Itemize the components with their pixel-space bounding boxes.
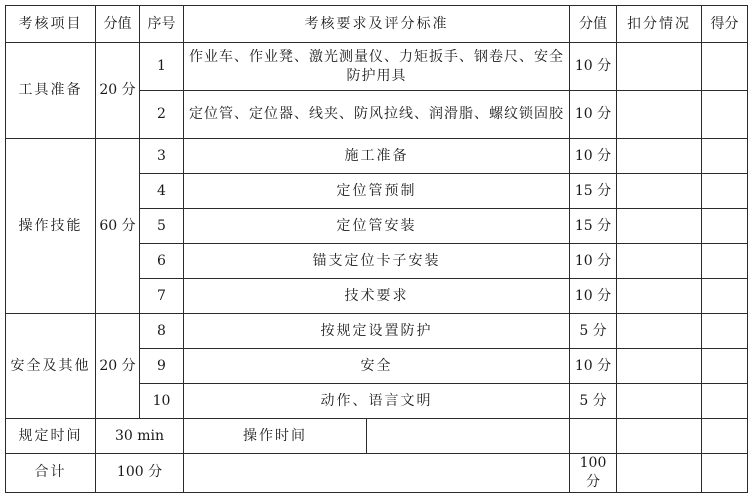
header-no: 序号 [140,6,184,43]
time-score-cell [570,419,617,454]
operation-time-label: 操作时间 [184,419,367,454]
requirement-cell: 定位管预制 [184,174,570,209]
no-cell: 5 [140,209,184,244]
category-cell: 操作技能 [6,139,96,314]
no-cell: 4 [140,174,184,209]
earned-cell [702,43,748,91]
total-row [6,454,748,493]
score-cell: 10 分 [570,139,617,174]
requirement-cell: 锚支定位卡子安装 [184,244,570,279]
points-cell: 20 分 [96,314,140,419]
header-row [6,6,748,43]
score-cell: 10 分 [570,279,617,314]
score-cell: 10 分 [570,91,617,139]
header-earned: 得分 [702,6,748,43]
header-category: 考核项目 [6,6,96,43]
total-label: 合计 [6,454,96,493]
requirement-cell: 作业车、作业凳、激光测量仪、力矩扳手、钢卷尺、安全防护用具 [184,43,570,91]
points-cell: 60 分 [96,139,140,314]
table-row [6,43,748,91]
time-value: 30 min [96,419,184,454]
earned-cell [702,174,748,209]
no-cell: 8 [140,314,184,349]
time-deduction-cell [617,419,702,454]
requirement-cell: 按规定设置防护 [184,314,570,349]
requirement-cell: 动作、语言文明 [184,384,570,419]
time-earned-cell [702,419,748,454]
no-cell: 9 [140,349,184,384]
deduction-cell [617,43,702,91]
points-cell: 20 分 [96,43,140,139]
no-cell: 6 [140,244,184,279]
requirement-cell: 技术要求 [184,279,570,314]
requirement-cell: 安全 [184,349,570,384]
header-requirement: 考核要求及评分标准 [184,6,570,43]
deduction-cell [617,244,702,279]
earned-cell [702,209,748,244]
no-cell: 2 [140,91,184,139]
header-points: 分值 [96,6,140,43]
deduction-cell [617,139,702,174]
earned-cell [702,279,748,314]
operation-time-value [367,419,570,454]
requirement-cell: 施工准备 [184,139,570,174]
earned-cell [702,384,748,419]
table-row [6,314,748,349]
earned-cell [702,349,748,384]
deduction-cell [617,91,702,139]
scoring-table [5,5,748,493]
score-cell: 15 分 [570,174,617,209]
category-cell: 安全及其他 [6,314,96,419]
total-requirement-cell [184,454,570,493]
total-earned-cell [702,454,748,493]
score-cell: 10 分 [570,244,617,279]
total-value: 100 分 [96,454,184,493]
earned-cell [702,244,748,279]
total-score: 100 分 [570,454,617,493]
score-cell: 5 分 [570,314,617,349]
category-cell: 工具准备 [6,43,96,139]
requirement-cell: 定位管、定位器、线夹、防风拉线、润滑脂、螺纹锁固胶 [184,91,570,139]
no-cell: 10 [140,384,184,419]
deduction-cell [617,279,702,314]
deduction-cell [617,174,702,209]
time-label: 规定时间 [6,419,96,454]
total-deduction-cell [617,454,702,493]
header-score: 分值 [570,6,617,43]
score-cell: 10 分 [570,349,617,384]
no-cell: 3 [140,139,184,174]
table-row [6,139,748,174]
no-cell: 1 [140,43,184,91]
score-cell: 10 分 [570,43,617,91]
deduction-cell [617,314,702,349]
deduction-cell [617,209,702,244]
earned-cell [702,91,748,139]
time-row [6,419,748,454]
deduction-cell [617,384,702,419]
requirement-cell: 定位管安装 [184,209,570,244]
earned-cell [702,139,748,174]
no-cell: 7 [140,279,184,314]
header-deduction: 扣分情况 [617,6,702,43]
score-cell: 5 分 [570,384,617,419]
earned-cell [702,314,748,349]
deduction-cell [617,349,702,384]
score-cell: 15 分 [570,209,617,244]
